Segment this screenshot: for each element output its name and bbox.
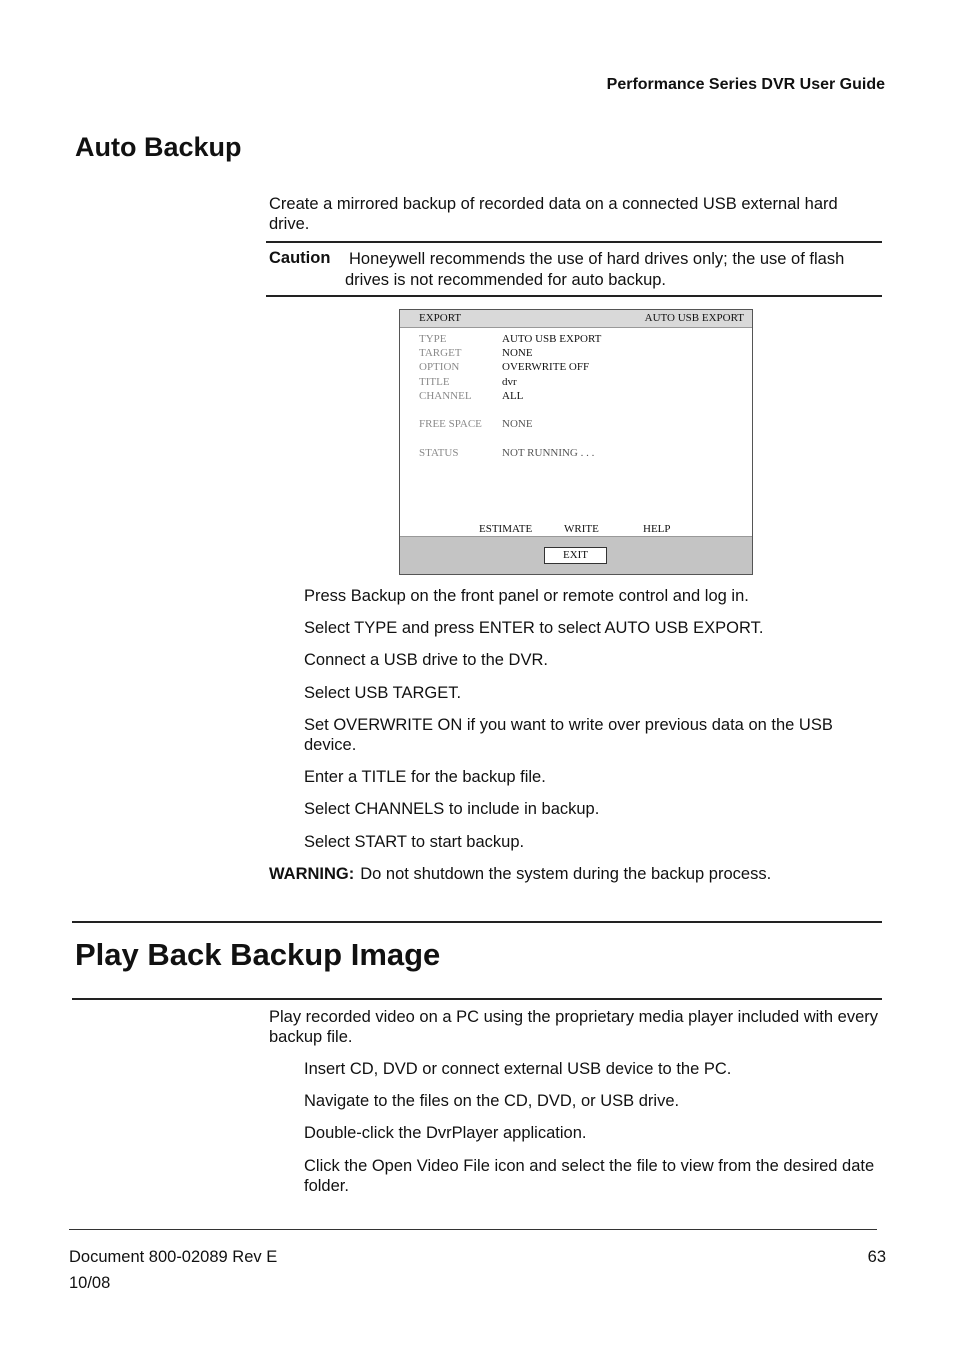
caution-text xyxy=(345,249,880,291)
exit-button[interactable]: EXIT xyxy=(544,547,607,564)
auto-backup-step: Enter a TITLE for the backup file. xyxy=(304,768,546,786)
screen-title: EXPORT xyxy=(419,312,462,324)
caution-bottom-rule xyxy=(266,295,882,297)
field-value: NONE xyxy=(502,347,533,359)
running-header: Performance Series DVR User Guide xyxy=(606,76,885,93)
warning-text: Do not shutdown the system during the backup process. xyxy=(360,865,772,883)
play-back-step: Click the Open Video File icon and select the file to view from the desired date folder. xyxy=(304,1157,875,1195)
field-value: ALL xyxy=(502,390,524,402)
field-value: NOT RUNNING . . . xyxy=(502,447,595,459)
auto-backup-intro: Create a mirrored backup of recorded data on a connected USB external hard drive. xyxy=(269,195,838,233)
footer-rule xyxy=(69,1229,877,1230)
field-value: OVERWRITE OFF xyxy=(502,361,590,373)
caution-line-2: drives is not recommended for auto backup. xyxy=(345,271,667,289)
document-number: Document 800-02089 Rev E xyxy=(69,1248,278,1266)
caution-line-1: Honeywell recommends the use of hard drives only; the use of flash xyxy=(349,250,845,268)
warning-note xyxy=(269,864,879,884)
screen-mode: AUTO USB EXPORT xyxy=(644,312,744,324)
screen-footer xyxy=(400,536,752,574)
warning-label: WARNING: xyxy=(269,865,355,883)
section-top-rule xyxy=(72,921,882,923)
field-label: TYPE xyxy=(419,333,447,345)
caution-top-rule xyxy=(266,241,882,243)
section-bottom-rule xyxy=(72,998,882,1000)
auto-backup-step: Connect a USB drive to the DVR. xyxy=(304,651,548,669)
section-heading-auto-backup: Auto Backup xyxy=(75,132,242,162)
play-back-step: Insert CD, DVD or connect external USB device to the PC. xyxy=(304,1060,732,1078)
auto-backup-step: Select START to start backup. xyxy=(304,833,525,851)
caution-label: Caution xyxy=(269,249,331,267)
field-label: CHANNEL xyxy=(419,390,472,402)
field-value: dvr xyxy=(502,376,517,388)
write-button[interactable]: WRITE xyxy=(564,523,599,535)
field-value: NONE xyxy=(502,418,533,430)
screen-title-bar xyxy=(400,310,752,328)
auto-backup-step: Set OVERWRITE ON if you want to write over previous data on the USB device. xyxy=(304,716,833,754)
export-screen xyxy=(399,309,753,575)
auto-backup-step: Select CHANNELS to include in backup. xyxy=(304,800,600,818)
estimate-button[interactable]: ESTIMATE xyxy=(479,523,533,535)
field-value: AUTO USB EXPORT xyxy=(502,333,602,345)
field-label: TARGET xyxy=(419,347,462,359)
play-back-intro: Play recorded video on a PC using the proprietary media player included with every backup file. xyxy=(269,1008,878,1046)
document-date: 10/08 xyxy=(69,1274,111,1292)
section-heading-play-back: Play Back Backup Image xyxy=(75,937,441,972)
play-back-step: Navigate to the files on the CD, DVD, or USB drive. xyxy=(304,1092,680,1110)
play-back-step: Double-click the DvrPlayer application. xyxy=(304,1124,587,1142)
field-label: OPTION xyxy=(419,361,460,373)
help-button[interactable]: HELP xyxy=(643,523,671,535)
field-label: STATUS xyxy=(419,447,459,459)
page-number: 63 xyxy=(867,1248,886,1266)
field-label: TITLE xyxy=(419,376,450,388)
auto-backup-step: Press Backup on the front panel or remote control and log in. xyxy=(304,587,749,605)
auto-backup-step: Select USB TARGET. xyxy=(304,684,462,702)
auto-backup-step: Select TYPE and press ENTER to select AUTO USB EXPORT. xyxy=(304,619,764,637)
field-label: FREE SPACE xyxy=(419,418,482,430)
